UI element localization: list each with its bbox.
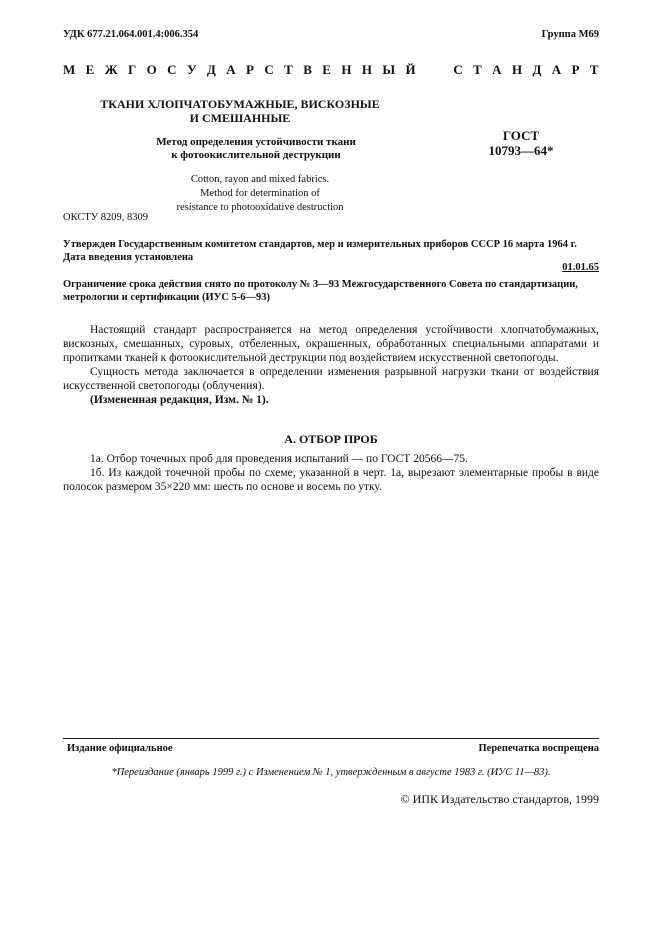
english-line-1: Cotton, rayon and mixed fabrics. (190, 174, 330, 185)
reprint-forbidden: Перепечатка воспрещена (478, 743, 599, 754)
amendment-note: (Измененная редакция, Изм. № 1). (90, 394, 269, 406)
banner-letter: Ы (382, 62, 396, 77)
banner-letter: Е (322, 62, 331, 77)
english-title (160, 173, 360, 215)
subtitle-line-2: к фотоокислительной деструкции (171, 149, 341, 161)
document-title (90, 97, 390, 125)
body-text (63, 323, 599, 407)
approval-note: Утвержден Государственным комитетом стандартов, мер и измерительных приборов СССР 16 марта 1964 г. Дата введения установлена (63, 239, 577, 263)
gost-label: ГОСТ (502, 128, 540, 143)
banner-letter: Д (532, 62, 542, 77)
banner-letter: В (303, 62, 312, 77)
essence-paragraph: Сущность метода заключается в определении изменения разрывной нагрузки ткани от воздействия искусственной светопогоды (облучения). (63, 366, 599, 392)
banner-letter: А (551, 62, 562, 77)
banner-letter: Т (473, 62, 482, 77)
udk-code: УДК 677.21.064.001.4:006.354 (63, 29, 199, 40)
subtitle-line-1: Метод определения устойчивости ткани (156, 136, 356, 148)
banner-letter (440, 62, 443, 78)
english-line-3: resistance to photooxidative destruction (176, 202, 344, 213)
introduction-date: 01.01.65 (562, 262, 599, 273)
banner-letter: Ж (104, 62, 118, 77)
section-text (63, 452, 599, 494)
official-edition: Издание официальное (67, 743, 173, 754)
group-code: Группа М69 (541, 29, 599, 40)
banner-letter: М (63, 62, 76, 77)
banner-letter: А (226, 62, 236, 77)
section-heading: А. ОТБОР ПРОБ (284, 432, 378, 446)
banner-letter: С (453, 62, 463, 77)
clause-1a: 1а. Отбор точечных проб для проведения испытаний — по ГОСТ 20566—75. (90, 453, 468, 465)
banner-letter: О (146, 62, 157, 77)
english-line-2: Method for determination of (200, 188, 320, 199)
banner-letter: Г (127, 62, 137, 77)
clause-1b: 1б. Из каждой точечной пробы по схеме, указанной в черт. 1а, вырезают элементарные пробы в виде полосок размером 35×220 мм: шесть по основе и восемь по утку. (63, 467, 599, 493)
footer-divider (63, 738, 599, 739)
gost-number (476, 128, 566, 158)
banner-letter: Н (511, 62, 523, 77)
banner-letter: Н (341, 62, 352, 77)
okstu-code: ОКСТУ 8209, 8309 (63, 212, 149, 223)
banner-letter: С (264, 62, 274, 77)
banner-letter: А (492, 62, 502, 77)
title-line-1: ТКАНИ ХЛОПЧАТОБУМАЖНЫЕ, ВИСКОЗНЫЕ (100, 97, 380, 111)
banner-letter: У (186, 62, 197, 77)
scope-paragraph: Настоящий стандарт распространяется на метод определения устойчивости хлопчатобумажных, вискозных, смешанных, суровых, отбеленных, окрашенных, обработанных специальными аппаратами и пропитками тканей к фотоокислительной деструкции под воздействием искусственной светопогоды. (63, 324, 599, 364)
banner-letter: Т (284, 62, 293, 77)
restriction-note: Ограничение срока действия снято по протоколу № 3—93 Межгосударственного Совета по стандартизации, метрологии и сертификации (ИУС 5-6—93) (63, 279, 578, 303)
banner-letter: Д (206, 62, 216, 77)
banner-letter: Й (405, 62, 416, 77)
title-line-2: И СМЕШАННЫЕ (189, 111, 291, 125)
banner-letter: С (167, 62, 177, 77)
banner-letter: Р (571, 62, 580, 77)
reissue-note: *Переиздание (январь 1999 г.) с Изменением № 1, утвержденным в августе 1983 г. (ИУС 11—83). (111, 767, 551, 778)
gost-code: 10793—64* (488, 143, 554, 158)
banner-letter (426, 62, 429, 78)
banner-letter: Т (589, 62, 599, 77)
standard-banner (63, 62, 599, 78)
banner-letter: Р (246, 62, 254, 77)
banner-letter: Н (361, 62, 372, 77)
document-subtitle (120, 136, 392, 162)
banner-letter: Е (85, 62, 95, 77)
copyright: © ИПК Издательство стандартов, 1999 (400, 792, 599, 806)
